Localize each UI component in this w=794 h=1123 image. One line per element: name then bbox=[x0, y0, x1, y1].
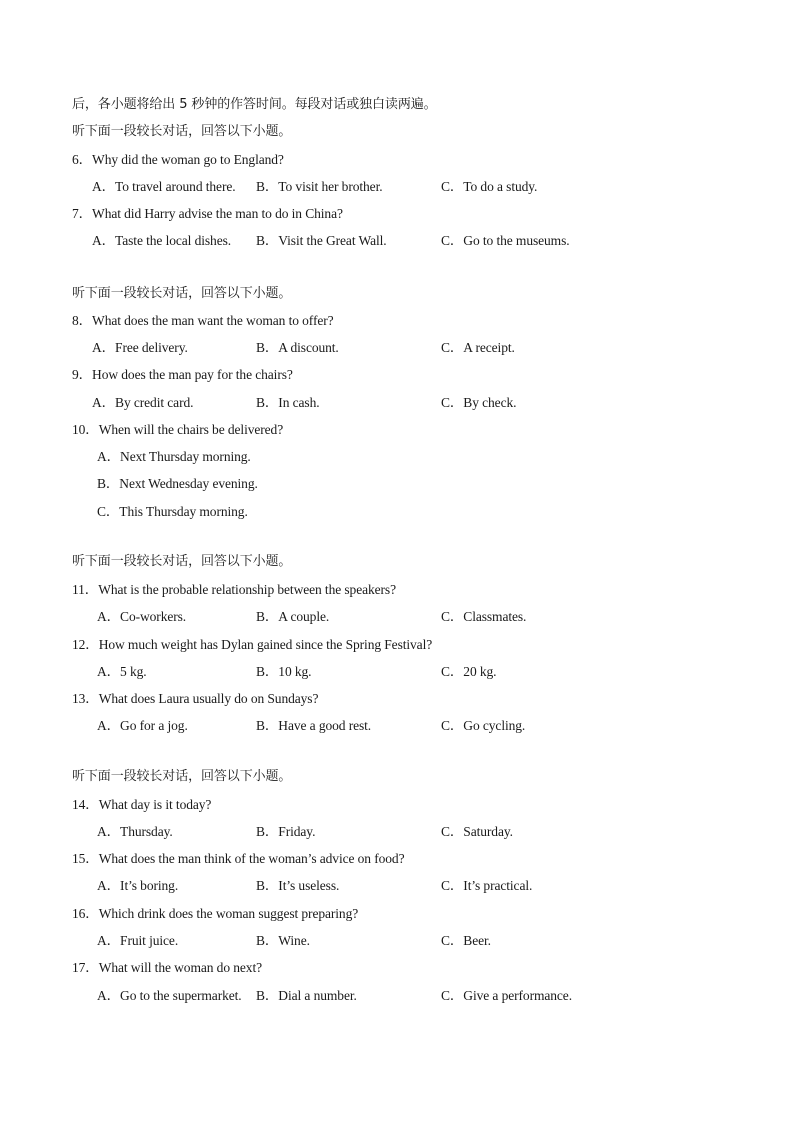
q15-option-b: B．It’s useless. bbox=[256, 878, 340, 893]
q8-option-a: A．Free delivery. bbox=[92, 340, 188, 355]
q8-option-c: C．A receipt. bbox=[441, 340, 515, 355]
q14-option-a: A．Thursday. bbox=[97, 824, 173, 839]
q7-option-c: C．Go to the museums. bbox=[441, 233, 570, 248]
q15-option-a: A．It’s boring. bbox=[97, 878, 179, 893]
q6-option-a: A．To travel around there. bbox=[92, 179, 236, 194]
q8-option-b: B．A discount. bbox=[256, 340, 339, 355]
q9-option-c: C．By check. bbox=[441, 395, 517, 410]
q11-option-c: C．Classmates. bbox=[441, 609, 527, 624]
question-9: 9．How does the man pay for the chairs? bbox=[72, 367, 293, 382]
q11-option-b: B．A couple. bbox=[256, 609, 330, 624]
question-17: 17．What will the woman do next? bbox=[72, 960, 262, 975]
q11-option-a: A．Co-workers. bbox=[97, 609, 187, 624]
section-heading: 听下面一段较长对话，回答以下小题。 bbox=[72, 554, 292, 569]
q17-option-a: A．Go to the supermarket. bbox=[97, 988, 242, 1003]
q13-option-a: A．Go for a jog. bbox=[97, 718, 188, 733]
q15-option-c: C．It’s practical. bbox=[441, 878, 533, 893]
q6-option-b: B．To visit her brother. bbox=[256, 179, 383, 194]
section-heading: 听下面一段较长对话，回答以下小题。 bbox=[72, 286, 292, 301]
q12-option-c: C．20 kg. bbox=[441, 664, 497, 679]
section-heading: 听下面一段较长对话，回答以下小题。 bbox=[72, 769, 292, 784]
question-11: 11．What is the probable relationship between the speakers? bbox=[72, 582, 396, 597]
q7-option-b: B．Visit the Great Wall. bbox=[256, 233, 387, 248]
q16-option-c: C．Beer. bbox=[441, 933, 491, 948]
instruction-line: 后，各小题将给出 5 秒钟的作答时间。每段对话或独白读两遍。 bbox=[72, 97, 437, 112]
q13-option-c: C．Go cycling. bbox=[441, 718, 526, 733]
question-16: 16．Which drink does the woman suggest preparing? bbox=[72, 906, 359, 921]
q17-option-b: B．Dial a number. bbox=[256, 988, 357, 1003]
question-7: 7．What did Harry advise the man to do in China? bbox=[72, 206, 343, 221]
q12-option-a: A．5 kg. bbox=[97, 664, 147, 679]
question-13: 13．What does Laura usually do on Sundays? bbox=[72, 691, 319, 706]
q13-option-b: B．Have a good rest. bbox=[256, 718, 372, 733]
q6-option-c: C．To do a study. bbox=[441, 179, 538, 194]
question-12: 12．How much weight has Dylan gained since the Spring Festival? bbox=[72, 637, 433, 652]
q10-option-b: B．Next Wednesday evening. bbox=[97, 476, 258, 491]
q16-option-b: B．Wine. bbox=[256, 933, 310, 948]
question-14: 14．What day is it today? bbox=[72, 797, 212, 812]
q9-option-a: A．By credit card. bbox=[92, 395, 194, 410]
section-heading: 听下面一段较长对话，回答以下小题。 bbox=[72, 124, 292, 139]
question-15: 15．What does the man think of the woman’s advice on food? bbox=[72, 851, 405, 866]
q12-option-b: B．10 kg. bbox=[256, 664, 312, 679]
question-8: 8．What does the man want the woman to offer? bbox=[72, 313, 334, 328]
question-6: 6．Why did the woman go to England? bbox=[72, 152, 284, 167]
q10-option-c: C．This Thursday morning. bbox=[97, 504, 248, 519]
q16-option-a: A．Fruit juice. bbox=[97, 933, 179, 948]
q17-option-c: C．Give a performance. bbox=[441, 988, 572, 1003]
q10-option-a: A．Next Thursday morning. bbox=[97, 449, 251, 464]
q7-option-a: A．Taste the local dishes. bbox=[92, 233, 232, 248]
question-10: 10．When will the chairs be delivered? bbox=[72, 422, 284, 437]
q14-option-b: B．Friday. bbox=[256, 824, 316, 839]
q14-option-c: C．Saturday. bbox=[441, 824, 513, 839]
q9-option-b: B．In cash. bbox=[256, 395, 320, 410]
